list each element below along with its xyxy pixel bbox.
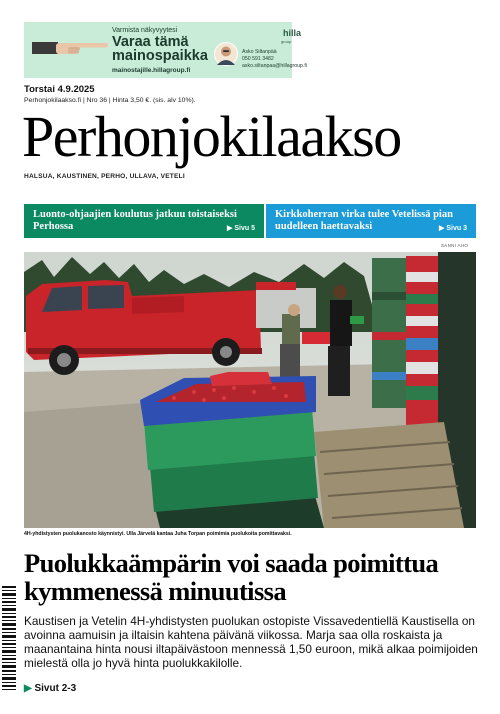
teaser-page-ref: ▶ Sivu 5 (227, 225, 255, 232)
photo-credit: SANNI AHO (441, 243, 469, 248)
ad-contact-email[interactable]: asko.siltanpaa@hillagroup.fi (242, 63, 307, 69)
ad-contact (242, 49, 307, 70)
barcode-icon (2, 586, 16, 690)
ad-headline: Varaa tämä mainospaikka (112, 34, 208, 64)
ad-brand-sub: group (281, 39, 292, 44)
arrow-right-icon: ▶ (24, 683, 32, 694)
ad-banner[interactable] (24, 22, 307, 78)
story-headline[interactable]: Puolukkaämpärin voi saada poimittua kymmenessä minuutissa (24, 548, 439, 606)
photo-caption: 4H-yhdistysten puolukanosto käynnistyi. Ulla Järvelä kantaa Juha Torpan poimimia puolukoita pomittavaksi. (24, 531, 292, 537)
ad-brand-logo: hilla (283, 28, 302, 38)
issue-meta: Perhonjokilaakso.fi | Nro 36 | Hinta 3,50 €. (sis. alv 10%). (24, 97, 196, 104)
pointing-hand-icon (32, 36, 110, 58)
region-list: HALSUA, KAUSTINEN, PERHO, ULLAVA, VETELI (24, 173, 185, 180)
story-jump-label: Sivut 2-3 (34, 683, 77, 694)
teaser-kirkkoherra[interactable] (266, 204, 476, 238)
dateline: Torstai 4.9.2025 (24, 84, 95, 95)
teaser-page-ref: ▶ Sivu 3 (439, 225, 467, 232)
ad-email[interactable]: mainostajille.hillagroup.fi (112, 67, 191, 74)
story-jump-link[interactable] (24, 683, 76, 694)
crate-stack-front (140, 372, 324, 528)
teaser-title: Luonto-ohjaajien koulutus jatkuu toistaiseksi Perhossa (33, 209, 237, 232)
ad-eyebrow: Varmista näkyvyytesi (112, 27, 178, 34)
lead-photo (24, 252, 476, 528)
story-lede: Kaustisen ja Vetelin 4H-yhdistysten puolukan ostopiste Vissavedentiellä Kaustisella on avoinna aamuisin ja iltaisin kahtena päivänä viikossa. Marja saa olla roskaista ja maanantaina hinta nousi iltapäivästoon mennessä 1,50 euroon, mikä alkaa poimijoiden mielestä olla jo hyvä hinta puolukkakilolle. (24, 614, 478, 670)
ad-contact-phone: 050 591 3482 (242, 56, 274, 62)
ad-contact-name: Asko Siltanpää (242, 49, 277, 55)
masthead: Perhonjokilaakso (22, 104, 401, 169)
teaser-luonto-ohjaajat[interactable] (24, 204, 264, 238)
avatar (214, 42, 238, 66)
teaser-title: Kirkkoherran virka tulee Vetelissä pian uudelleen haettavaksi (275, 209, 453, 232)
